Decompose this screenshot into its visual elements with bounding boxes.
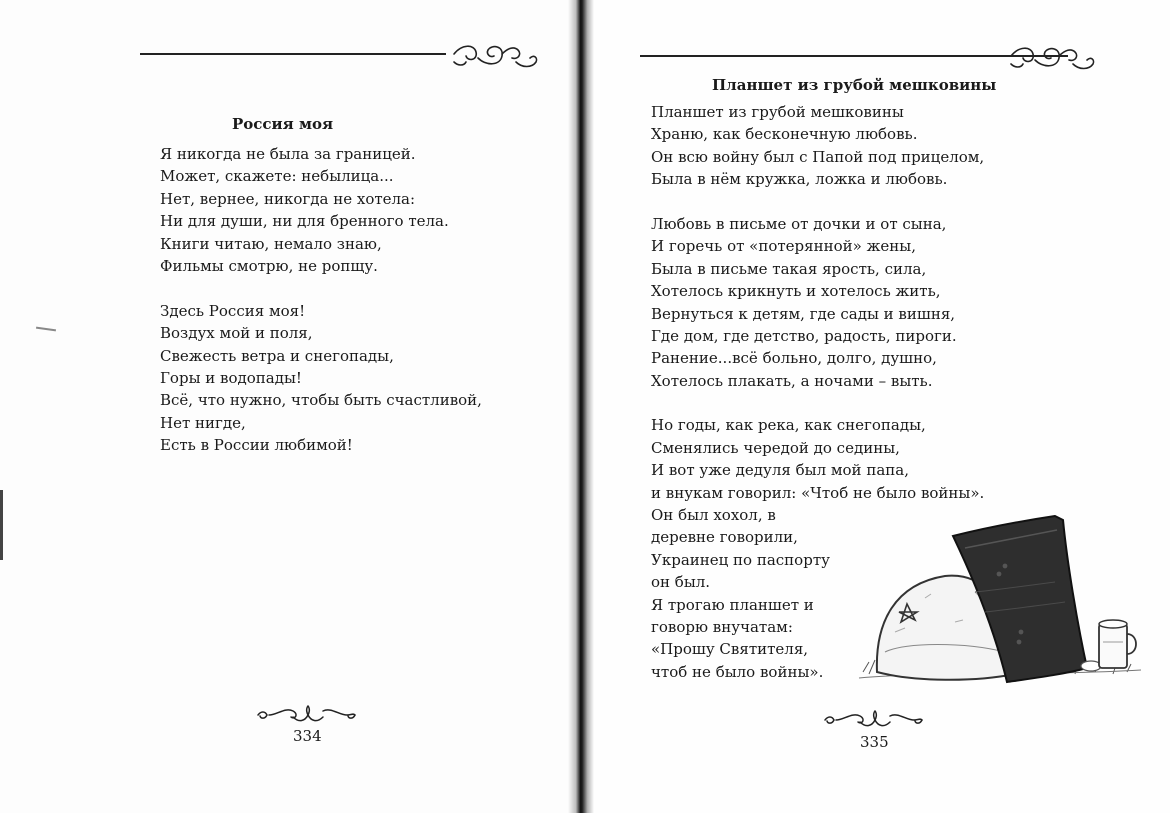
book-gutter	[568, 0, 594, 813]
page-number: 334	[293, 727, 322, 745]
stanza-break	[651, 191, 984, 213]
poem-line: Где дом, где детство, радость, пироги.	[651, 326, 957, 345]
poem-line: Сменялись чередой до седины,	[651, 438, 900, 457]
poem-line: Была в письме такая ярость, сила,	[651, 259, 927, 278]
poem-line: Но годы, как река, как снегопады,	[651, 416, 926, 435]
poem-line: Нет, вернее, никогда не хотела:	[160, 189, 416, 208]
poem-line: Здесь Россия моя!	[160, 301, 306, 320]
poem-line: и внукам говорил: «Чтоб не было войны».	[651, 483, 985, 502]
mug-icon	[1099, 620, 1136, 668]
poem-line: Горы и водопады!	[160, 368, 302, 387]
poem-title: Россия моя	[232, 115, 334, 133]
header-rule	[140, 53, 446, 55]
poem-line: Воздух мой и поля,	[160, 324, 313, 343]
footer-flourish-icon	[822, 708, 928, 732]
header-flourish-icon	[1005, 42, 1105, 74]
poem-line: «Прошу Святителя,	[651, 640, 809, 659]
poem-line: Я трогаю планшет и	[651, 595, 814, 614]
poem-line: Хотелось крикнуть и хотелось жить,	[651, 282, 941, 301]
poem-line: Была в нём кружка, ложка и любовь.	[651, 170, 948, 189]
poem-line: Книги читаю, немало знаю,	[160, 234, 382, 253]
poem-line: Хотелось плакать, а ночами – выть.	[651, 371, 933, 390]
poem-line: Он всю войну был с Папой под прицелом,	[651, 147, 985, 166]
poem-title: Планшет из грубой мешковины	[712, 76, 997, 94]
spoon-icon	[1081, 661, 1101, 671]
right-page	[580, 0, 1170, 813]
poem-line: И вот уже дедуля был мой папа,	[651, 461, 909, 480]
page-number: 335	[860, 733, 889, 751]
poem-line: Планшет из грубой мешковины	[651, 103, 904, 121]
poem-body	[160, 143, 482, 456]
page-edge-mark	[0, 490, 3, 560]
left-page	[0, 0, 580, 813]
poem-line: Свежесть ветра и снегопады,	[160, 346, 394, 365]
poem-line: Фильмы смотрю, не ропщу.	[160, 256, 378, 275]
poem-line: деревне говорили,	[651, 528, 798, 547]
poem-line: Я никогда не была за границей.	[160, 145, 416, 163]
poem-line: Всё, что нужно, чтобы быть счастливой,	[160, 391, 482, 410]
header-flourish-icon	[448, 40, 548, 72]
poem-line: Ранение...всё больно, долго, душно,	[651, 349, 937, 368]
poem-line: И горечь от «потерянной» жены,	[651, 237, 916, 256]
stanza-break	[651, 392, 984, 414]
poem-line: Храню, как бесконечную любовь.	[651, 125, 918, 144]
poem-line: Есть в России любимой!	[160, 436, 353, 455]
poem-line: Вернуться к детям, где сады и вишня,	[651, 304, 956, 323]
poem-line: Нет нигде,	[160, 413, 246, 432]
poem-line: он был.	[651, 573, 711, 592]
poem-line: Он был хохол, в	[651, 506, 776, 525]
stanza-break	[160, 277, 482, 299]
footer-flourish-icon	[255, 703, 361, 727]
poem-line: Любовь в письме от дочки и от сына,	[651, 214, 947, 233]
poem-line: говорю внучатам:	[651, 617, 793, 636]
poem-line: Ни для души, ни для бренного тела.	[160, 212, 449, 231]
poem-line: Может, скажете: небылица...	[160, 167, 394, 186]
header-rule	[640, 55, 1068, 57]
poem-line: Украинец по паспорту	[651, 550, 830, 569]
poem-line: чтоб не было войны».	[651, 662, 824, 681]
stray-pencil-mark	[36, 327, 56, 332]
satchel-illustration	[855, 502, 1145, 687]
